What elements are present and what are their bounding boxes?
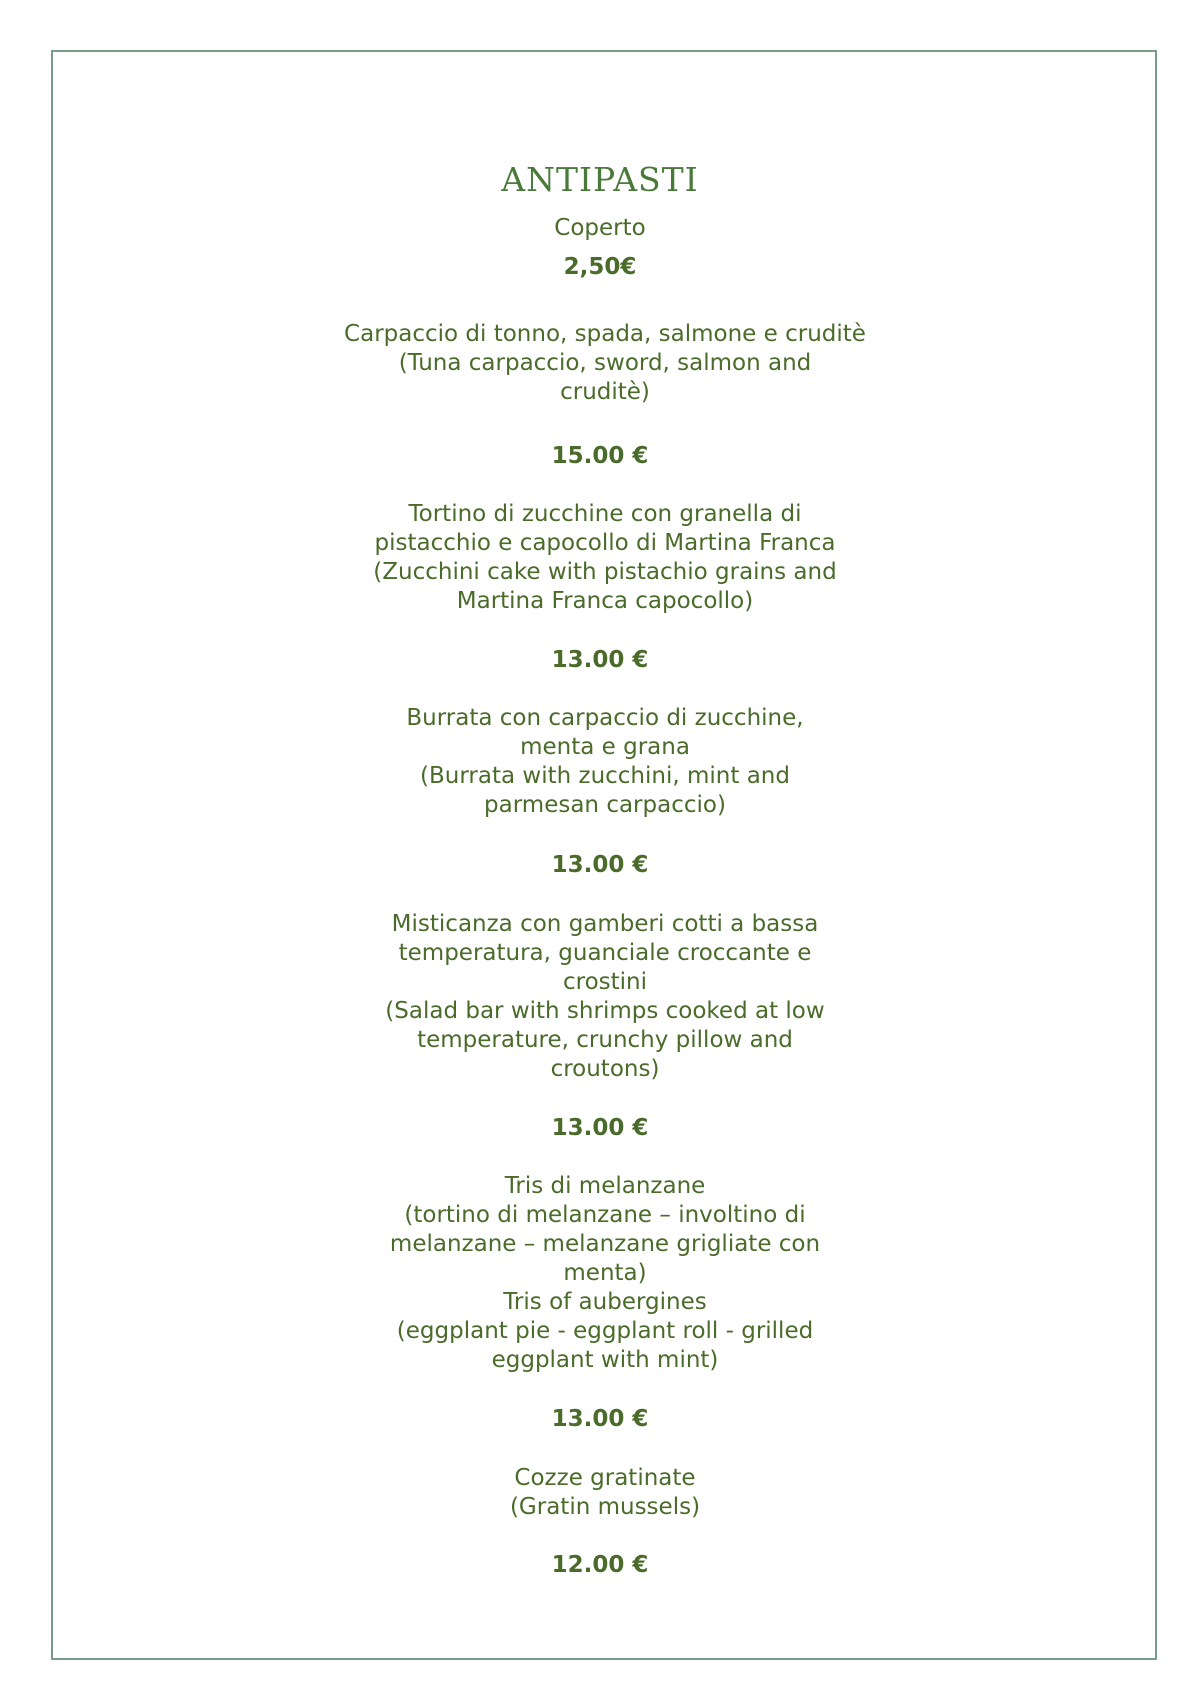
coperto-label: Coperto: [554, 215, 646, 241]
menu-item-price: 13.00 €: [551, 852, 649, 878]
menu-item-description: Tortino di zucchine con granella di pistacchio e capocollo di Martina Franca (Zucchini cake with pistachio grains and Martina Franca capocollo): [373, 501, 837, 614]
menu-item-price: 12.00 €: [551, 1552, 649, 1578]
menu-item-price: 13.00 €: [551, 1115, 649, 1141]
menu-item-price: 13.00 €: [551, 1406, 649, 1432]
coperto-price: 2,50€: [563, 254, 637, 280]
menu-item-price: 13.00 €: [551, 647, 649, 673]
menu-item-description: Misticanza con gamberi cotti a bassa temperatura, guanciale croccante e crostini (Salad bar with shrimps cooked at low temperature, crunchy pillow and croutons): [385, 911, 825, 1082]
menu-item-description: Burrata con carpaccio di zucchine, menta e grana (Burrata with zucchini, mint and parmesan carpaccio): [406, 705, 804, 818]
menu-item-description: Cozze gratinate (Gratin mussels): [509, 1465, 701, 1520]
section-title: ANTIPASTI: [501, 160, 699, 199]
menu-item-price: 15.00 €: [551, 443, 649, 469]
menu-item-description: Tris di melanzane (tortino di melanzane – involtino di melanzane – melanzane grigliate con menta) Tris of aubergines (eggplant pie - eggplant roll - grilled eggplant with mint): [389, 1173, 821, 1373]
menu-item-description: Carpaccio di tonno, spada, salmone e cruditè (Tuna carpaccio, sword, salmon and cruditè): [344, 321, 866, 405]
